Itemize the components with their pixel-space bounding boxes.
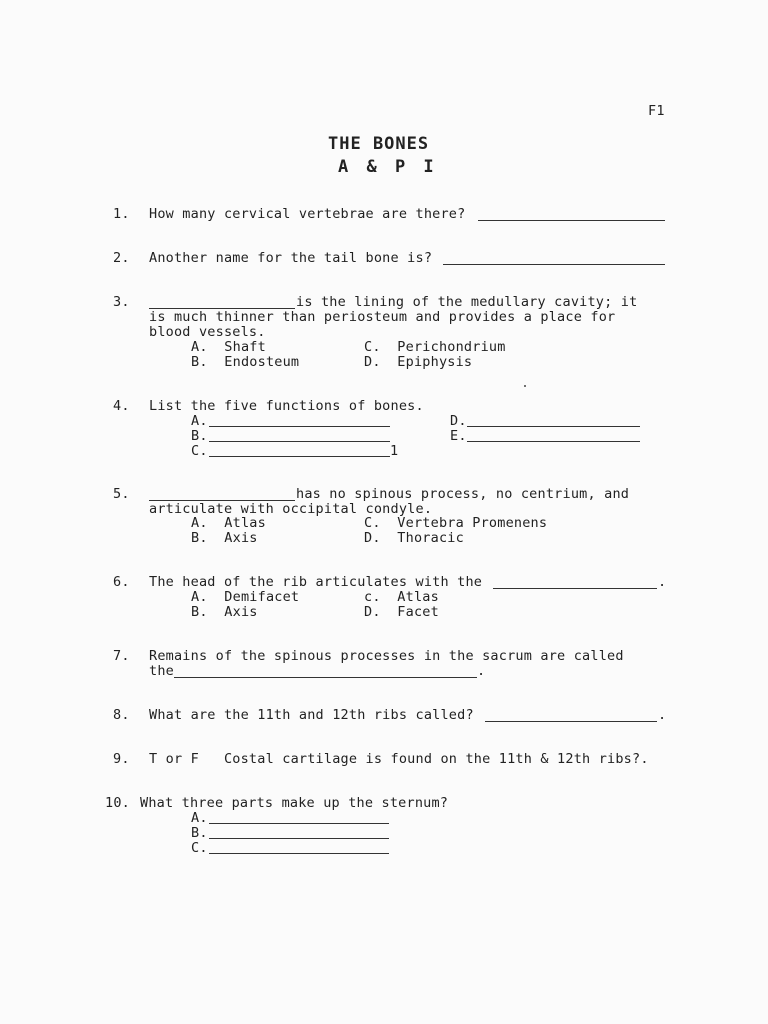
answer-label: D.: [450, 413, 467, 429]
choice-d: D. Thoracic: [364, 530, 464, 546]
question-number: 8.: [113, 707, 130, 723]
choice-a: A. Shaft: [191, 339, 266, 355]
question-number: 5.: [113, 486, 130, 502]
answer-blank[interactable]: [467, 429, 640, 442]
question-number: 1.: [113, 206, 130, 222]
choice-d: D. Facet: [364, 604, 439, 620]
question-period: .: [658, 707, 667, 723]
question-text: How many cervical vertebrae are there?: [149, 206, 466, 222]
answer-blank[interactable]: [174, 665, 477, 678]
answer-blank[interactable]: [467, 414, 640, 427]
question-number: 3.: [113, 294, 130, 310]
question-text: What are the 11th and 12th ribs called?: [149, 707, 474, 723]
answer-blank[interactable]: [209, 444, 390, 457]
answer-blank[interactable]: [485, 709, 657, 722]
answer-label: C.: [191, 443, 208, 459]
answer-label: B.: [191, 428, 208, 444]
answer-blank[interactable]: [149, 296, 295, 309]
choice-d: D. Epiphysis: [364, 354, 473, 370]
answer-blank[interactable]: [209, 811, 389, 824]
choice-c: c. Atlas: [364, 589, 439, 605]
choice-b: B. Endosteum: [191, 354, 300, 370]
question-number: 4.: [113, 398, 130, 414]
page-title: THE BONES: [328, 134, 430, 154]
question-text: The head of the rib articulates with the: [149, 574, 483, 590]
choice-c: C. Perichondrium: [364, 339, 506, 355]
answer-label: A.: [191, 810, 208, 826]
answer-blank[interactable]: [443, 252, 665, 265]
question-number: 7.: [113, 648, 130, 664]
answer-blank[interactable]: [493, 576, 657, 589]
choice-b: B. Axis: [191, 530, 258, 546]
answer-label: B.: [191, 825, 208, 841]
page-subtitle: A & P I: [338, 157, 438, 177]
question-text: What three parts make up the sternum?: [140, 795, 449, 811]
stray-mark: [524, 385, 526, 387]
question-text: Another name for the tail bone is?: [149, 250, 433, 266]
answer-label: E.: [450, 428, 467, 444]
choice-b: B. Axis: [191, 604, 258, 620]
question-text: is the lining of the medullary cavity; it: [296, 294, 638, 310]
answer-blank[interactable]: [209, 841, 389, 854]
choice-a: A. Atlas: [191, 515, 266, 531]
page-code: F1: [648, 103, 665, 119]
question-number: 10.: [105, 795, 130, 811]
question-text: List the five functions of bones.: [149, 398, 424, 414]
question-text: blood vessels.: [149, 324, 266, 340]
question-text: the: [149, 663, 174, 679]
answer-blank[interactable]: [209, 826, 389, 839]
answer-blank[interactable]: [209, 429, 390, 442]
question-number: 6.: [113, 574, 130, 590]
question-period: .: [658, 574, 667, 590]
question-text: Remains of the spinous processes in the sacrum are called: [149, 648, 624, 664]
answer-label: A.: [191, 413, 208, 429]
answer-blank[interactable]: [478, 208, 665, 221]
answer-label: C.: [191, 840, 208, 856]
question-text: is much thinner than periosteum and provides a place for: [149, 309, 616, 325]
answer-blank[interactable]: [209, 414, 390, 427]
question-number: 2.: [113, 250, 130, 266]
question-text: has no spinous process, no centrium, and: [296, 486, 630, 502]
stray-mark: 1: [390, 443, 399, 459]
question-text: articulate with occipital condyle.: [149, 501, 433, 517]
choice-c: C. Vertebra Promenens: [364, 515, 548, 531]
question-text: T or F Costal cartilage is found on the 11th & 12th ribs?.: [149, 751, 649, 767]
answer-blank[interactable]: [149, 488, 295, 501]
choice-a: A. Demifacet: [191, 589, 300, 605]
question-number: 9.: [113, 751, 130, 767]
question-period: .: [477, 663, 486, 679]
